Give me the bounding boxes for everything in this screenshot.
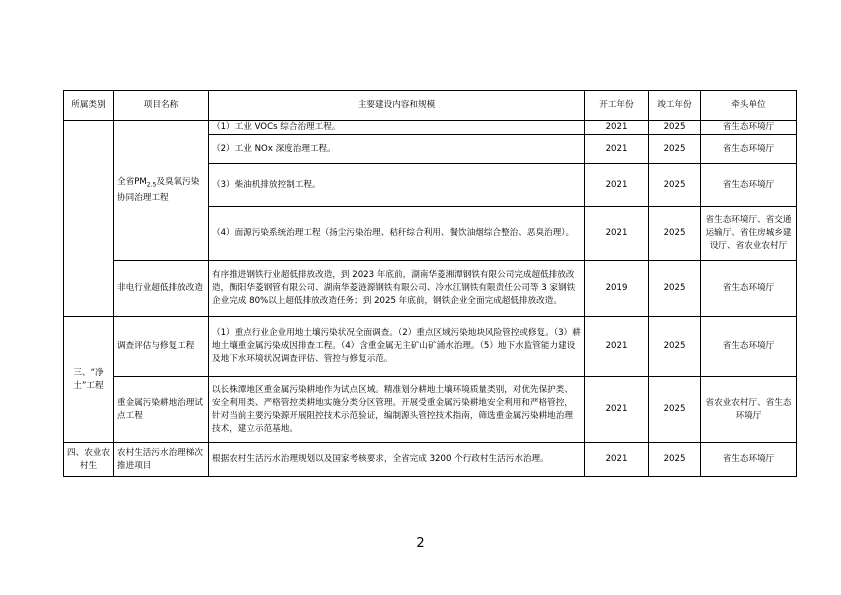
end-year-cell: 2025 [649,261,701,317]
end-year-cell: 2025 [649,121,701,135]
header-category: 所属类别 [64,91,114,121]
end-year-cell: 2025 [649,164,701,207]
end-year-cell: 2025 [649,377,701,443]
content-cell: 根据农村生活污水治理规划以及国家考核要求，全省完成 3200 个行政村生活污水治理。 [209,443,585,477]
start-year-cell: 2021 [585,207,649,261]
project-name-cell: 重金属污染耕地治理试点工程 [114,377,209,443]
start-year-cell: 2019 [585,261,649,317]
content-cell: （4）面源污染系统治理工程（扬尘污染治理、秸秆综合利用、餐饮油烟综合整治、恶臭治理）。 [209,207,585,261]
header-start-year: 开工年份 [585,91,649,121]
lead-unit-cell: 省生态环境厅 [701,261,797,317]
end-year-cell: 2025 [649,443,701,477]
content-cell: 以长株潭地区重金属污染耕地作为试点区域。精准划分耕地土壤环境质量类别，对优先保护类、安全利用类、严格管控类耕地实施分类分区管理。开展受重金属污染耕地安全利用和严格管控，针对当前主要污染源开展阻控技术示范验证，编制源头管控技术指南，筛选重金属污染耕地治理技术，建立示范基地。 [209,377,585,443]
start-year-cell: 2021 [585,377,649,443]
end-year-cell: 2025 [649,317,701,377]
content-cell: （1）工业 VOCs 综合治理工程。 [209,121,585,135]
project-name-cell: 非电行业超低排放改造 [114,261,209,317]
category-cell: 三、“净土”工程 [64,317,114,443]
content-cell: （2）工业 NOx 深度治理工程。 [209,135,585,164]
header-lead-unit: 牵头单位 [701,91,797,121]
table-header-row [64,91,797,121]
lead-unit-cell: 省生态环境厅 [701,317,797,377]
lead-unit-cell: 省生态环境厅 [701,121,797,135]
category-cell [64,121,114,317]
start-year-cell: 2021 [585,443,649,477]
page-number: 2 [416,536,425,551]
table-row [64,317,797,377]
project-name-cell: 农村生活污水治理梯次推进项目 [114,443,209,477]
start-year-cell: 2021 [585,135,649,164]
header-content: 主要建设内容和规模 [209,91,585,121]
table-row [64,443,797,477]
table-row [64,261,797,317]
category-cell: 四、农业农村生 [64,443,114,477]
content-cell: 有序推进钢铁行业超低排放改造，到 2023 年底前，湖南华菱湘潭钢铁有限公司完成超低排放改造，衡阳华菱钢管有限公司、湖南华菱涟源钢铁有限公司、冷水江钢铁有限责任公司等 3 家钢铁企业完成 80%以上超低排放改造任务；到 2025 年底前，钢铁企业全面完成超低排放改造。 [209,261,585,317]
lead-unit-cell: 省生态环境厅 [701,164,797,207]
project-name-cell: 调查评估与修复工程 [114,317,209,377]
header-end-year: 竣工年份 [649,91,701,121]
start-year-cell: 2021 [585,121,649,135]
content-cell: （1）重点行业企业用地土壤污染状况全面调查。（2）重点区域污染地块风险管控或修复。（3）耕地土壤重金属污染成因排查工程。（4）含重金属无主矿山矿涌水治理。（5）地下水监管能力建设及地下水环境状况调查评估、管控与修复示范。 [209,317,585,377]
content-cell: （3）柴油机排放控制工程。 [209,164,585,207]
project-table [63,90,797,477]
end-year-cell: 2025 [649,135,701,164]
table-row [64,121,797,135]
table-row [64,377,797,443]
start-year-cell: 2021 [585,164,649,207]
lead-unit-cell: 省生态环境厅 [701,135,797,164]
lead-unit-cell: 省生态环境厅 [701,443,797,477]
project-name-cell: 全省$PM_{2.5}$及臭氧污染协同治理工程 [114,121,209,261]
header-project-name: 项目名称 [114,91,209,121]
end-year-cell: 2025 [649,207,701,261]
start-year-cell: 2021 [585,317,649,377]
lead-unit-cell: 省农业农村厅、省生态环境厅 [701,377,797,443]
lead-unit-cell: 省生态环境厅、省交通运输厅、省住房城乡建设厅、省农业农村厅 [701,207,797,261]
